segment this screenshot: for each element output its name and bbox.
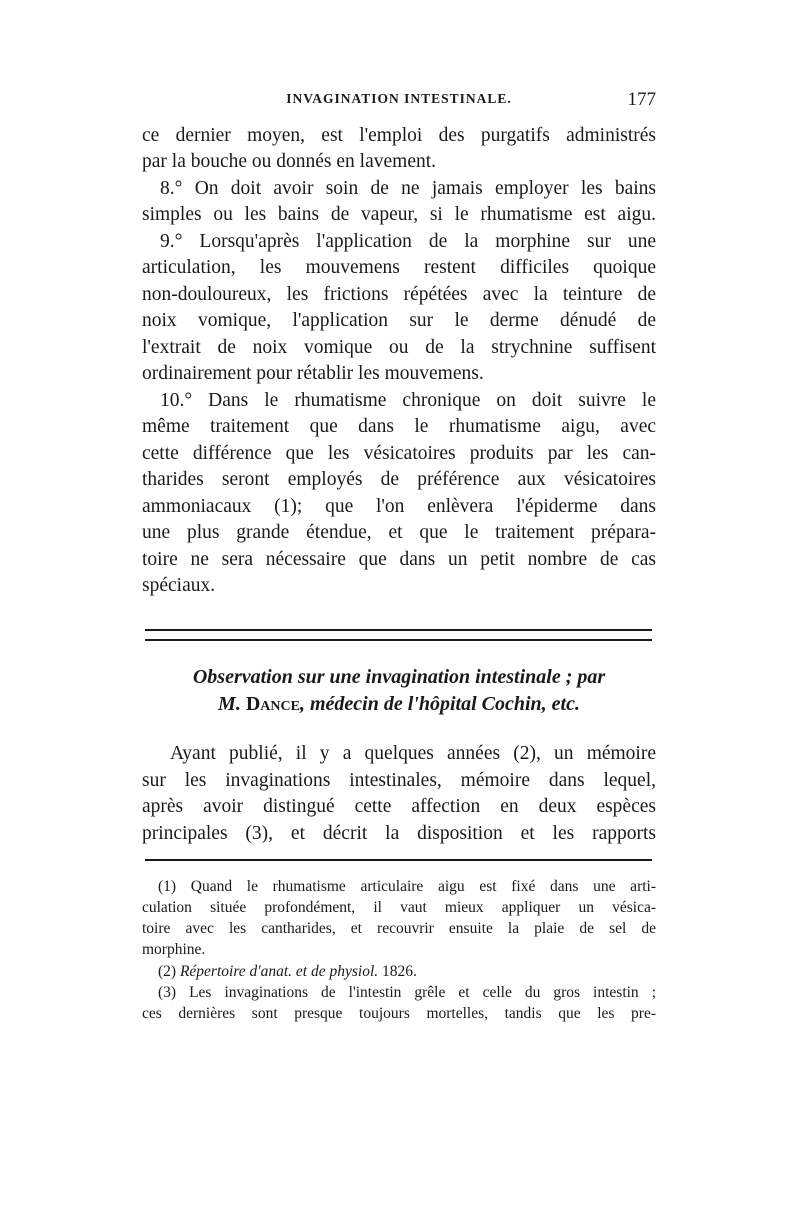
body-line: non-douloureux, les frictions répétées avec la teinture de	[142, 284, 656, 305]
title-prefix: M.	[218, 693, 241, 715]
author-name: Dance	[245, 693, 300, 715]
section-divider	[145, 629, 652, 641]
footnote-2-title: Répertoire d'anat. et de physiol.	[179, 963, 379, 980]
body-line: par la bouche ou donnés en lavement.	[142, 151, 437, 172]
body-line: 8.° On doit avoir soin de ne jamais employer les bains	[160, 178, 656, 199]
body-line: même traitement que dans le rhumatisme aigu, avec	[142, 416, 656, 437]
body-line: ordinairement pour rétablir les mouvemens.	[142, 363, 484, 384]
footnote-line: (3) Les invaginations de l'intestin grêle et celle du gros intestin ;	[158, 984, 656, 1001]
body-line: ce dernier moyen, est l'emploi des purgatifs administrés	[142, 125, 656, 146]
body-line: l'extrait de noix vomique ou de la strychnine suffisent	[142, 337, 656, 358]
section-body-line: Ayant publié, il y a quelques années (2), un mémoire	[170, 743, 656, 764]
body-line: articulation, les mouvemens restent difficiles quoique	[142, 257, 656, 278]
footnote-2-year: 1826.	[382, 963, 417, 980]
section-body-line: sur les invaginations intestinales, mémoire dans lequel,	[142, 770, 656, 791]
section-title-line-1: Observation sur une invagination intestinale ; par	[192, 666, 606, 688]
page-number: 177	[627, 89, 656, 110]
body-line: spéciaux.	[142, 575, 216, 596]
section-body-line: après avoir distingué cette affection en deux espèces	[142, 796, 656, 817]
footnote-line: ces dernières sont presque toujours mortelles, tandis que les pre-	[142, 1005, 656, 1022]
body-line: toire ne sera nécessaire que dans un petit nombre de cas	[142, 549, 656, 570]
footnote-line: culation située profondément, il vaut mieux appliquer un vésica-	[142, 899, 656, 916]
body-line: tharides seront employés de préférence aux vésicatoires	[142, 469, 656, 490]
body-line: cette différence que les vésicatoires produits par les can-	[142, 443, 656, 464]
body-line: simples ou les bains de vapeur, si le rhumatisme est aigu.	[142, 204, 656, 225]
body-line: 10.° Dans le rhumatisme chronique on doit suivre le	[160, 390, 656, 411]
footnote-2	[158, 962, 656, 981]
footnote-line: toire avec les cantharides, et recouvrir ensuite la plaie de sel de	[142, 920, 656, 937]
footnote-line: morphine.	[142, 941, 206, 958]
body-line: noix vomique, l'application sur le derme dénudé de	[142, 310, 656, 331]
section-title-line-2	[142, 692, 656, 716]
section-body-line: principales (3), et décrit la disposition et les rapports	[142, 823, 656, 844]
footnote-2-number: (2)	[158, 963, 177, 980]
title-suffix: , médecin de l'hôpital Cochin, etc.	[299, 693, 580, 715]
body-line: ammoniacaux (1); que l'on enlèvera l'épiderme dans	[142, 496, 656, 517]
footnote-rule	[145, 859, 652, 861]
running-title: INVAGINATION INTESTINALE.	[286, 91, 512, 106]
footnote-line: (1) Quand le rhumatisme articulaire aigu est fixé dans une arti-	[158, 878, 656, 895]
body-line: une plus grande étendue, et que le traitement prépara-	[142, 522, 656, 543]
running-head	[142, 91, 656, 113]
body-line: 9.° Lorsqu'après l'application de la morphine sur une	[160, 231, 656, 252]
